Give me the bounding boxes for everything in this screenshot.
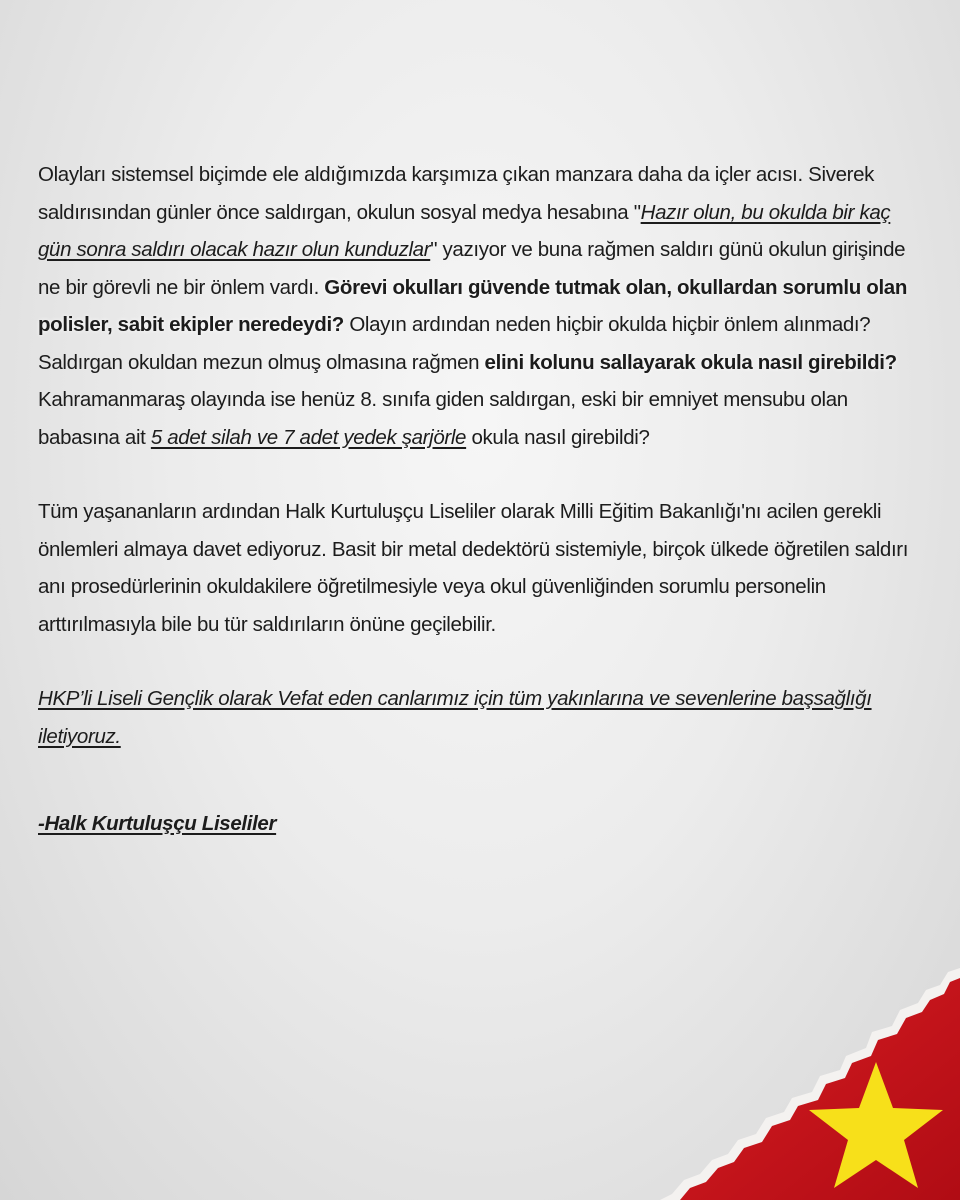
text-segment: Olayları sistemsel biçimde ele aldığımızda karşımıza çıkan manzara daha da içler acısı. Siverek saldırısından günler önce saldırgan, okulun sosyal medya hesabına " — [38, 163, 875, 224]
text-segment: okula nasıl girebildi? — [466, 425, 650, 449]
text-segment: Kahramanmaraş olayında ise henüz 8. sınıfa giden saldırgan, eski bir emniyet mensubu olan babasına ait — [38, 388, 848, 449]
statement-text — [38, 156, 922, 880]
emphasis-police-question: Görevi okulları güvende tutmak olan, okullardan sorumlu olan polisler, sabit ekipler neredeydi? — [38, 275, 908, 336]
yellow-star-icon — [809, 1062, 943, 1188]
weapons-detail: 5 adet silah ve 7 adet yedek şarjörle — [150, 425, 467, 449]
quoted-post: Hazır olun, bu okulda bir kaç gün sonra saldırı olacak hazır olun kunduzlar — [38, 200, 891, 261]
signature: -Halk Kurtuluşçu Liseliler — [38, 812, 277, 835]
emphasis-entry-question: elini kolunu sallayarak okula nasıl girebildi? — [484, 350, 897, 374]
text-segment: " yazıyor ve buna rağmen saldırı günü okulun girişinde ne bir görevli ne bir önlem vardı. — [38, 238, 906, 299]
paragraph-1 — [38, 156, 922, 456]
paragraph-2: Tüm yaşananların ardından Halk Kurtuluşçu Liseliler olarak Milli Eğitim Bakanlığı'nı acilen gerekli önlemleri almaya davet ediyoruz. Basit bir metal dedektörü sistemiyle, birçok ülkede öğretilen saldırı anı prosedürlerinin okuldakilere öğretilmesiyle veya okul güvenliğinden sorumlu personelin arttırılmasıyla bile bu tür saldırıların önüne geçilebilir. — [38, 500, 909, 636]
condolence-message: HKP’li Liseli Gençlik olarak Vefat eden canlarımız için tüm yakınlarına ve sevenlerine başsağlığı iletiyoruz. — [38, 687, 872, 748]
text-segment: Olayın ardından neden hiçbir okulda hiçbir önlem alınmadı? Saldırgan okuldan mezun olmuş olmasına rağmen — [38, 313, 871, 374]
